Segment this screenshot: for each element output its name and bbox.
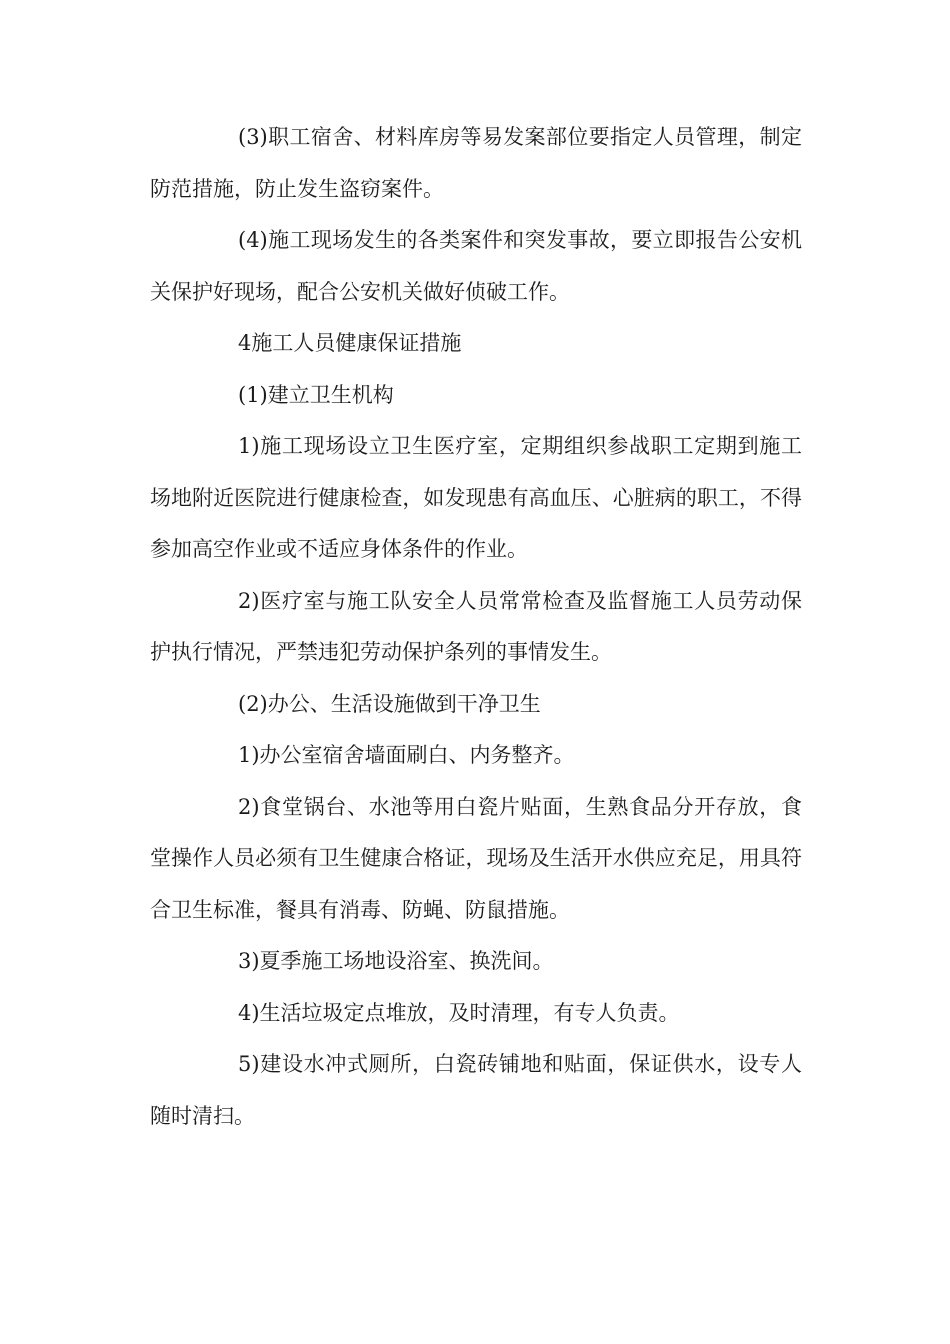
paragraph-incident-report: (4)施工现场发生的各类案件和突发事故，要立即报告公安机关保护好现场，配合公安机关做好侦破工作。 xyxy=(150,228,802,304)
paragraph-office-dormitory: 1)办公室宿舍墙面刷白、内务整齐。 xyxy=(238,743,575,767)
subsection-heading-facilities-hygiene: (2)办公、生活设施做到干净卫生 xyxy=(238,691,541,716)
paragraph-canteen: 2)食堂锅台、水池等用白瓷片贴面，生熟食品分开存放，食堂操作人员必须有卫生健康合格证，现场及生活开水供应充足，用具符合卫生标准，餐具有消毒、防蝇、防鼠措施。 xyxy=(150,794,802,922)
paragraph-garbage: 4)生活垃圾定点堆放，及时清理，有专人负责。 xyxy=(238,1000,680,1025)
paragraph-dormitory-security: (3)职工宿舍、材料库房等易发案部位要指定人员管理，制定防范措施，防止发生盗窃案件。 xyxy=(150,125,802,201)
paragraph-labor-protection: 2)医疗室与施工队安全人员常常检查及监督施工人员劳动保护执行情况，严禁违犯劳动保护条列的事情发生。 xyxy=(150,588,802,664)
paragraph-bathroom: 3)夏季施工场地设浴室、换洗间。 xyxy=(238,949,554,973)
document-body xyxy=(150,112,802,1142)
section-heading-health-measures: 4施工人员健康保证措施 xyxy=(238,331,462,355)
subsection-heading-medical-institution: (1)建立卫生机构 xyxy=(238,382,394,407)
paragraph-medical-room: 1)施工现场设立卫生医疗室，定期组织参战职工定期到施工场地附近医院进行健康检查，如发现患有高血压、心脏病的职工，不得参加高空作业或不适应身体条件的作业。 xyxy=(150,434,802,561)
paragraph-toilet: 5)建设水冲式厕所，白瓷砖铺地和贴面，保证供水，设专人随时清扫。 xyxy=(150,1052,802,1128)
